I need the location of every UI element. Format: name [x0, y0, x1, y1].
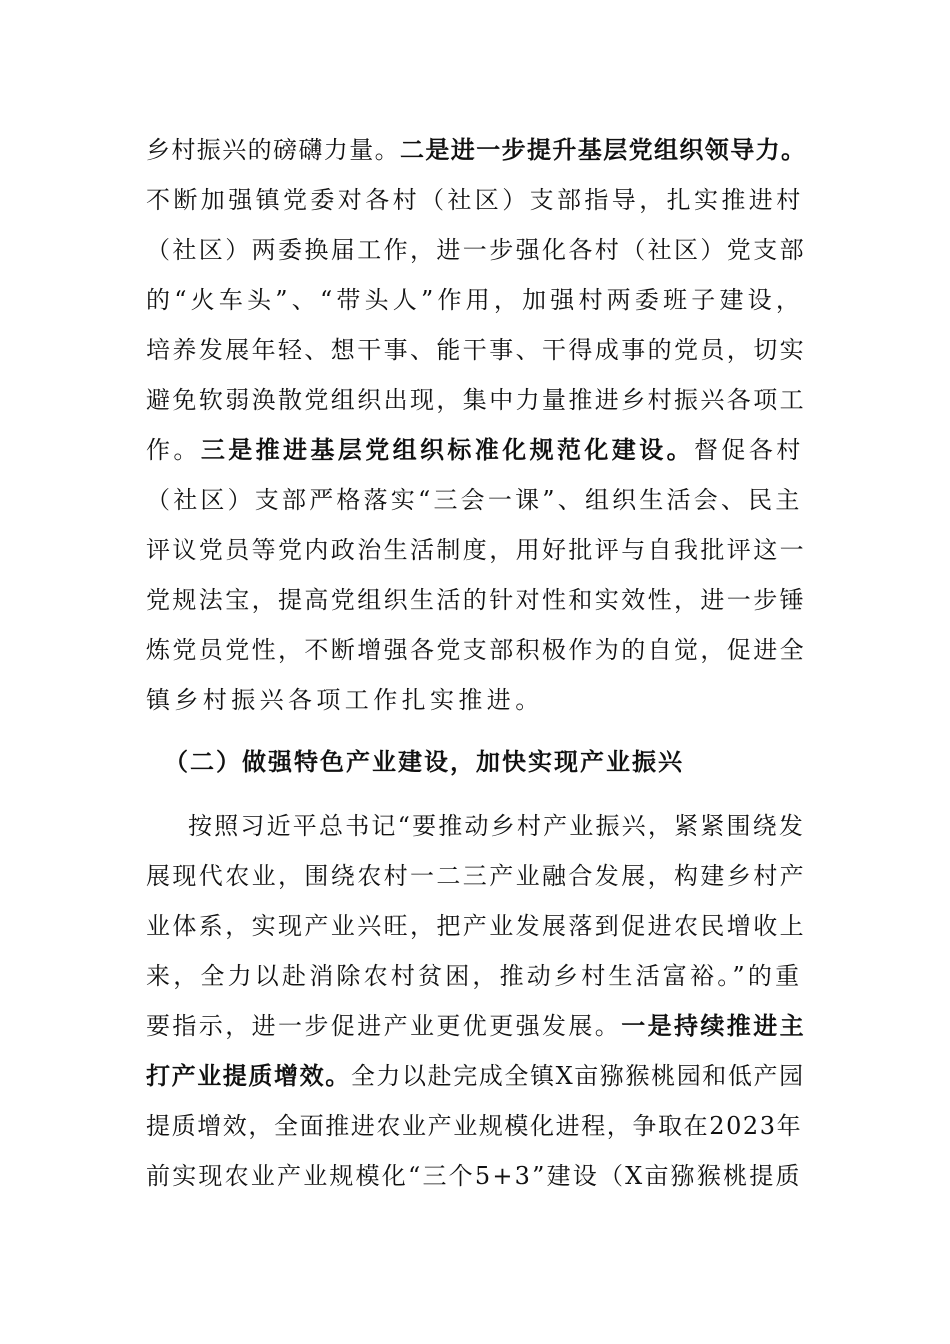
bold-lead-sentence: 二是进一步提升基层党组织领导力。 [400, 136, 807, 164]
bold-lead-sentence: 一是持续推进主 [621, 1012, 807, 1040]
paragraph-line: 前实现农业产业规模化“三个5+3”建设（X亩猕猴桃提质 [146, 1162, 802, 1190]
bold-lead-sentence: 打产业提质增效。 [146, 1062, 351, 1090]
paragraph-line: （社区）两委换届工作，进一步强化各村（社区）党支部 [146, 236, 806, 264]
section-heading: （二）做强特色产业建设，加快实现产业振兴 [164, 748, 684, 776]
paragraph-line: 的“火车头”、“带头人”作用，加强村两委班子建设， [146, 286, 805, 314]
body-text: 要指示，进一步促进产业更优更强发展。 [146, 1012, 622, 1040]
paragraph-line: 来，全力以赴消除农村贫困，推动乡村生活富裕。”的重 [146, 962, 803, 990]
paragraph-line: 评议党员等党内政治生活制度，用好批评与自我批评这一 [146, 536, 806, 564]
paragraph-line: 展现代农业，围绕农村一二三产业融合发展，构建乡村产 [146, 862, 806, 890]
body-text: 督促各村 [694, 436, 804, 464]
paragraph-line: （社区）支部严格落实“三会一课”、组织生活会、民主 [146, 486, 803, 514]
body-text: 作。 [146, 436, 201, 464]
paragraph-line [146, 1056, 805, 1096]
paragraph-line: 培养发展年轻、想干事、能干事、干得成事的党员，切实 [146, 336, 806, 364]
paragraph-line: 党规法宝，提高党组织生活的针对性和实效性，进一步锤 [146, 586, 806, 614]
paragraph-line: 炼党员党性，不断增强各党支部积极作为的自觉，促进全 [146, 636, 806, 664]
paragraph-line: 提质增效，全面推进农业产业规模化进程，争取在2023年 [146, 1112, 803, 1140]
paragraph-line: 按照习近平总书记“要推动乡村产业振兴，紧紧围绕发 [188, 812, 806, 840]
paragraph-line [146, 1006, 806, 1046]
paragraph-line [146, 430, 804, 470]
bold-lead-sentence: 三是推进基层党组织标准化规范化建设。 [200, 436, 695, 464]
paragraph-line: 不断加强镇党委对各村（社区）支部指导，扎实推进村 [146, 186, 804, 214]
paragraph-line: 业体系，实现产业兴旺，把产业发展落到促进农民增收上 [146, 912, 806, 940]
paragraph-line: 避免软弱涣散党组织出现，集中力量推进乡村振兴各项工 [146, 386, 806, 414]
body-text: 乡村振兴的磅礴力量。 [146, 136, 400, 164]
paragraph-line [146, 130, 806, 170]
paragraph-line: 镇乡村振兴各项工作扎实推进。 [146, 686, 544, 714]
body-text: 全力以赴完成全镇X亩猕猴桃园和低产园 [350, 1062, 805, 1090]
